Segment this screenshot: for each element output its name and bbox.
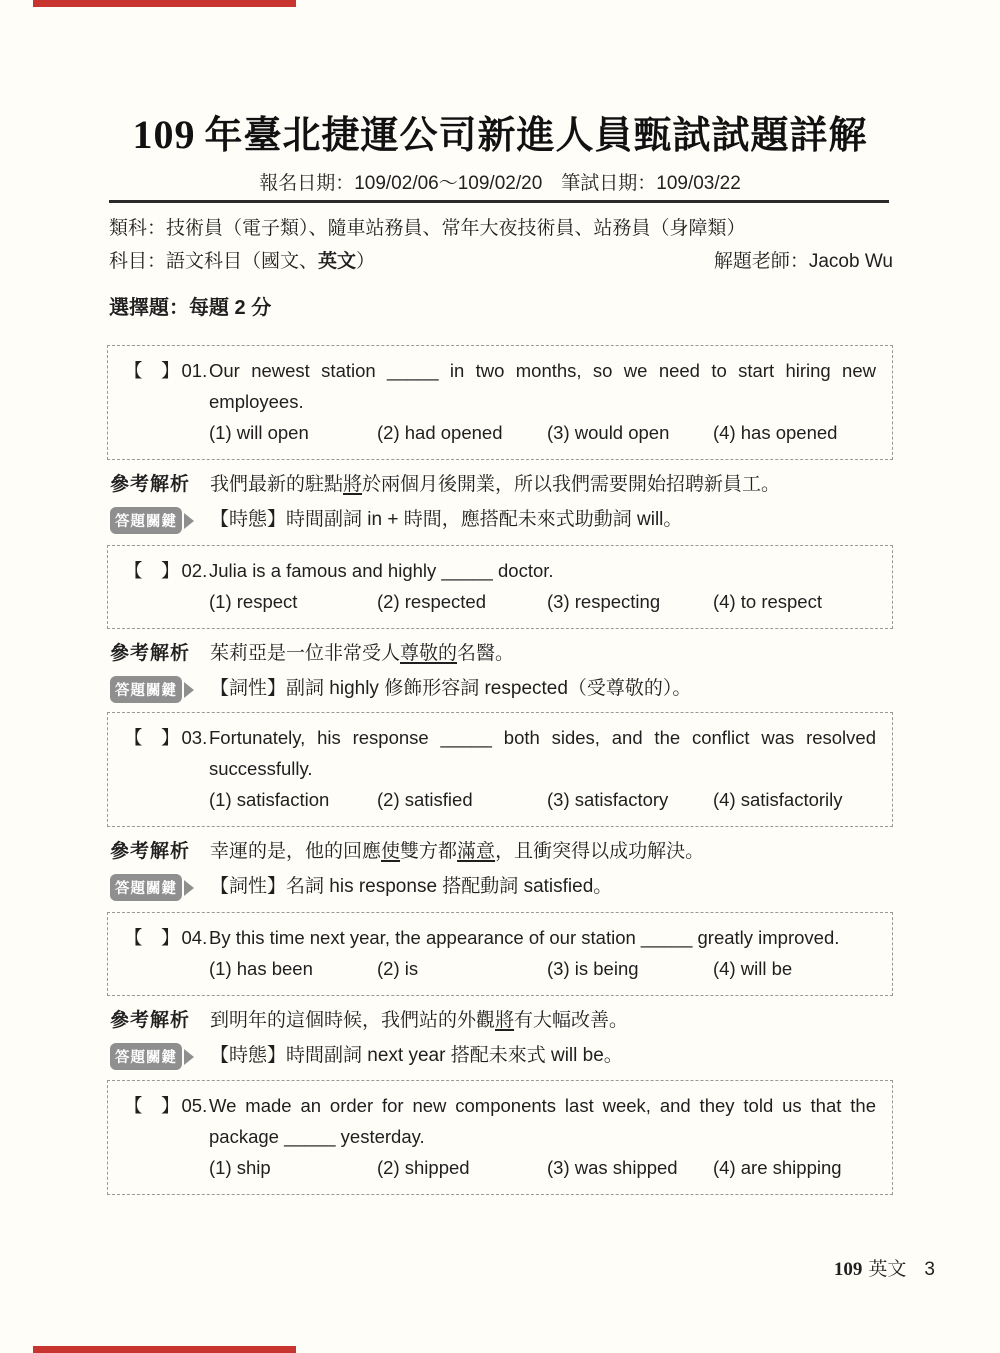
- analysis-row: [107, 838, 893, 866]
- text-segment: 茱莉亞是一位非常受人: [210, 643, 401, 664]
- question-head: [124, 1090, 209, 1121]
- answer-option: (4) has opened: [713, 422, 838, 443]
- question-number: 01.: [181, 360, 208, 381]
- answer-key-row: [107, 675, 893, 703]
- footer-year: 109: [833, 1259, 863, 1280]
- text-segment: ，且衝突得以成功解決。: [495, 841, 705, 862]
- question-body: [209, 555, 876, 617]
- options-row: [209, 953, 876, 984]
- answer-key-text: 【詞性】名詞 his response 搭配動詞 satisfied。: [210, 876, 613, 897]
- question-head: [124, 555, 209, 586]
- question-group: [107, 912, 893, 1070]
- text-segment: 將: [343, 474, 363, 495]
- analysis-text: [210, 471, 780, 499]
- answer-bracket: 【 】: [124, 1095, 180, 1116]
- arrow-right-icon: [184, 513, 194, 529]
- answer-option: (3) was shipped: [547, 1157, 678, 1178]
- question-group: [107, 345, 893, 534]
- category-line: 類科：技術員（電子類）、隨車站務員、常年大夜技術員、站務員（身障類）: [109, 218, 746, 239]
- arrow-right-icon: [184, 682, 194, 698]
- analysis-text: [210, 640, 514, 668]
- answer-key-badge: [110, 874, 210, 901]
- text-segment: 尊敬的: [400, 643, 458, 664]
- text-segment: 到明年的這個時候，我們站的外觀: [210, 1010, 496, 1031]
- answer-bracket: 【 】: [124, 727, 180, 748]
- answer-option: (2) respected: [377, 591, 486, 612]
- answer-option: (1) ship: [209, 1157, 271, 1178]
- question-group: [107, 545, 893, 703]
- answer-option: (4) will be: [713, 958, 793, 979]
- question-group: [107, 1080, 893, 1195]
- answer-key-badge: [110, 507, 210, 534]
- answer-key-text: 【詞性】副詞 highly 修飾形容詞 respected（受尊敬的）。: [210, 678, 692, 699]
- question-text-line: By this time next year, the appearance of our station _____ greatly improved.: [209, 927, 840, 948]
- question-row: [124, 922, 876, 984]
- answer-option: (2) is: [377, 958, 419, 979]
- answer-option: (1) will open: [209, 422, 309, 443]
- question-text-line: Our newest station _____ in two months, so we need to start hiring new: [209, 360, 876, 381]
- analysis-label: 參考解析: [110, 474, 191, 495]
- question-text-line: successfully.: [209, 758, 313, 779]
- analysis-text: [210, 838, 704, 866]
- text-segment: 幸運的是，他的回應: [210, 841, 382, 862]
- question-row: [124, 355, 876, 448]
- section-heading: 選擇題：每題 2 分: [109, 297, 272, 319]
- answer-option: (4) satisfactorily: [713, 789, 843, 810]
- text-segment: 於兩個月後開業，所以我們需要開始招聘新員工。: [362, 474, 781, 495]
- answer-key-text: 【時態】時間副詞 next year 搭配未來式 will be。: [210, 1045, 623, 1066]
- text-segment: 滿意: [457, 841, 496, 862]
- question-text-line: package _____ yesterday.: [209, 1126, 425, 1147]
- answer-option: (3) is being: [547, 958, 639, 979]
- answer-key-row: [107, 1042, 893, 1070]
- question-text: [209, 922, 876, 953]
- question-row: [124, 555, 876, 617]
- question-group: [107, 712, 893, 901]
- answer-option: (3) would open: [547, 422, 670, 443]
- question-head: [124, 922, 209, 953]
- text-segment: 將: [495, 1010, 515, 1031]
- question-box: [107, 345, 893, 460]
- analysis-row: [107, 1007, 893, 1035]
- text-segment: ）: [356, 251, 376, 272]
- options-row: [209, 417, 876, 448]
- answer-key-badge-label: 答題關鍵: [110, 507, 182, 534]
- answer-bracket: 【 】: [124, 927, 180, 948]
- title-year: 109: [132, 112, 196, 157]
- question-number: 03.: [181, 727, 208, 748]
- page-content: [107, 0, 893, 1353]
- question-text-line: Julia is a famous and highly _____ doctor.: [209, 560, 554, 581]
- questions-area: [107, 0, 893, 1353]
- arrow-right-icon: [184, 880, 194, 896]
- text-segment: 雙方都: [400, 841, 458, 862]
- question-text-line: Fortunately, his response _____ both sides, and the conflict was resolved: [209, 727, 876, 748]
- question-body: [209, 922, 876, 984]
- question-number: 05.: [181, 1095, 208, 1116]
- answer-option: (1) respect: [209, 591, 298, 612]
- answer-option: (3) satisfactory: [547, 789, 669, 810]
- page-footer: [834, 1254, 935, 1281]
- question-number: 02.: [181, 560, 208, 581]
- question-box: [107, 1080, 893, 1195]
- question-body: [209, 1090, 876, 1183]
- answer-option: (1) has been: [209, 958, 313, 979]
- answer-option: (2) satisfied: [377, 789, 473, 810]
- question-text: [209, 1090, 876, 1152]
- analysis-row: [107, 471, 893, 499]
- arrow-right-icon: [184, 1049, 194, 1065]
- question-box: [107, 712, 893, 827]
- options-row: [209, 784, 876, 815]
- question-text: [209, 722, 876, 784]
- answer-bracket: 【 】: [124, 560, 180, 581]
- analysis-text: [210, 1007, 628, 1035]
- analysis-label: 參考解析: [110, 643, 191, 664]
- question-box: [107, 545, 893, 629]
- question-row: [124, 1090, 876, 1183]
- text-segment: 我們最新的駐點: [210, 474, 344, 495]
- analysis-row: [107, 640, 893, 668]
- answer-key-badge-label: 答題關鍵: [110, 874, 182, 901]
- text-segment: 科目：語文科目（國文、: [109, 251, 319, 272]
- question-number: 04.: [181, 927, 208, 948]
- footer-page-number: 3: [924, 1259, 935, 1280]
- answer-key-row: [107, 873, 893, 901]
- text-segment: 名醫。: [457, 643, 515, 664]
- question-head: [124, 355, 209, 386]
- answer-option: (2) had opened: [377, 422, 503, 443]
- footer-subject: 英文: [868, 1259, 907, 1280]
- question-text: [209, 555, 876, 586]
- answer-key-badge: [110, 676, 210, 703]
- question-text: [209, 355, 876, 417]
- title-main: 年臺北捷運公司新進人員甄試試題詳解: [204, 115, 868, 157]
- answer-key-badge-label: 答題關鍵: [110, 676, 182, 703]
- answer-key-badge-label: 答題關鍵: [110, 1043, 182, 1070]
- teacher-name: 解題老師：Jacob Wu: [713, 251, 893, 272]
- answer-key-text: 【時態】時間副詞 in + 時間，應搭配未來式助動詞 will。: [210, 509, 683, 530]
- answer-option: (3) respecting: [547, 591, 661, 612]
- answer-option: (1) satisfaction: [209, 789, 330, 810]
- analysis-label: 參考解析: [110, 1010, 191, 1031]
- question-text-line: employees.: [209, 391, 304, 412]
- options-row: [209, 586, 876, 617]
- question-body: [209, 355, 876, 448]
- text-segment: 英文: [318, 251, 357, 272]
- question-head: [124, 722, 209, 753]
- answer-option: (4) are shipping: [713, 1157, 842, 1178]
- question-text-line: We made an order for new components last week, and they told us that the: [209, 1095, 876, 1116]
- answer-option: (2) shipped: [377, 1157, 470, 1178]
- question-body: [209, 722, 876, 815]
- question-box: [107, 912, 893, 996]
- text-segment: 使: [381, 841, 401, 862]
- answer-key-badge: [110, 1043, 210, 1070]
- exam-dates: 報名日期：109/02/06～109/02/20 筆試日期：109/03/22: [259, 173, 741, 194]
- options-row: [209, 1152, 876, 1183]
- analysis-label: 參考解析: [110, 841, 191, 862]
- question-row: [124, 722, 876, 815]
- answer-key-row: [107, 506, 893, 534]
- answer-option: (4) to respect: [713, 591, 822, 612]
- answer-bracket: 【 】: [124, 360, 180, 381]
- text-segment: 有大幅改善。: [514, 1010, 629, 1031]
